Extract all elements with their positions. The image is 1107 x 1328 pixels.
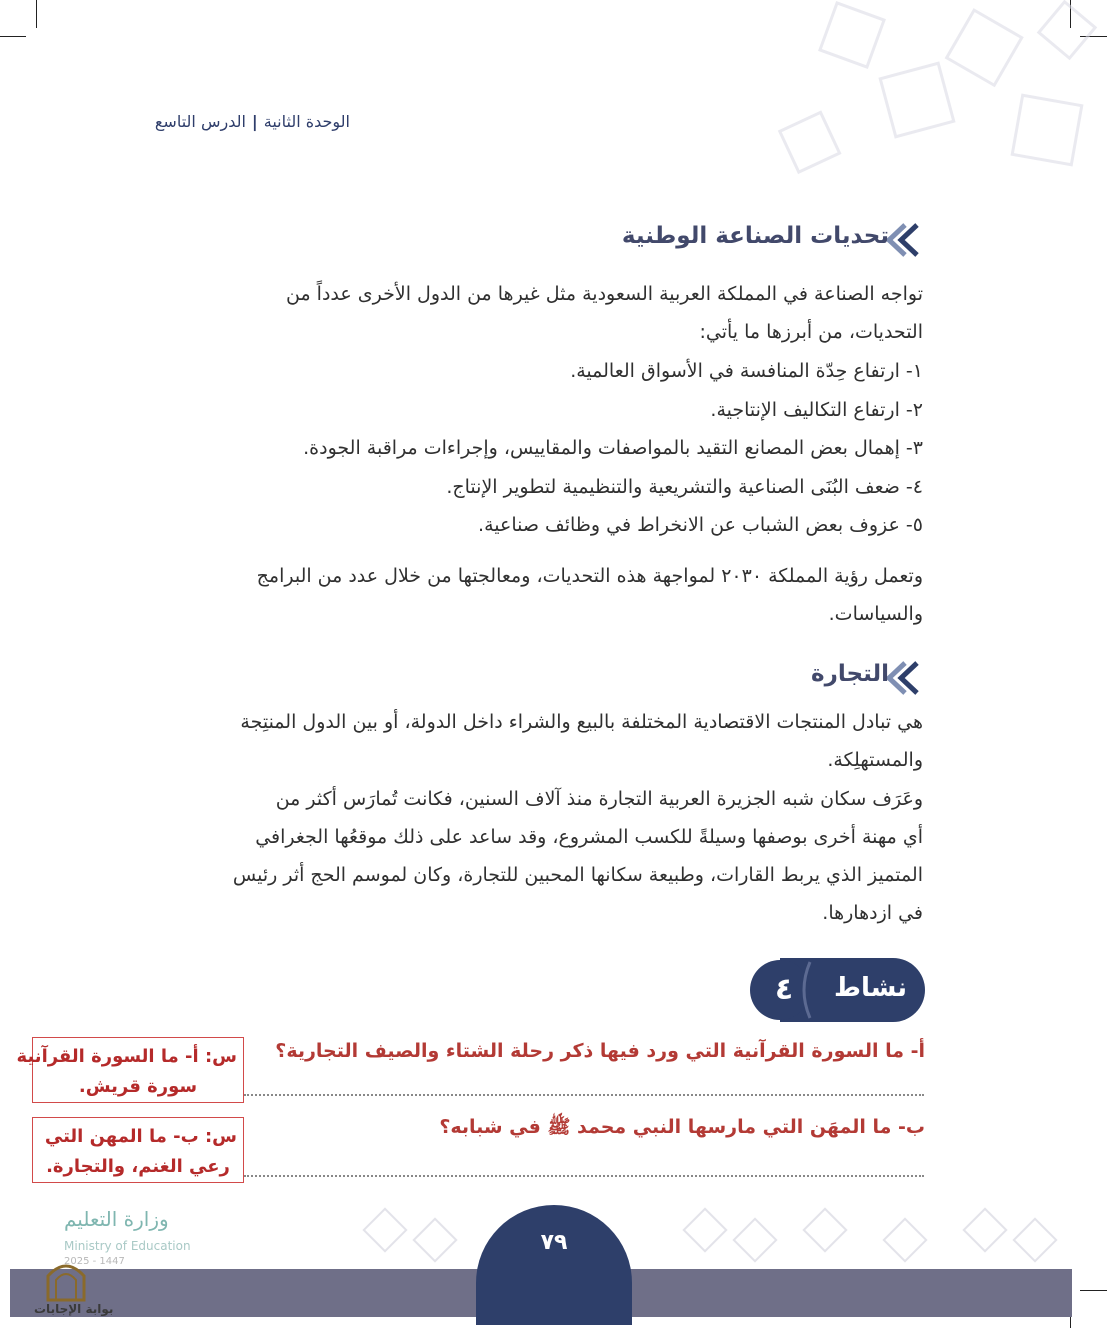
- answer-b-text: رعي الغنم، والتجارة.: [46, 1156, 230, 1177]
- definition-line: هي تبادل المنتجات الاقتصادية المختلفة بالبيع والشراء داخل الدولة، أو بين الدول المنتِجة: [240, 711, 923, 733]
- answer-b-question: س: ب- ما المهن التي: [44, 1126, 237, 1147]
- page-number: ٧٩: [540, 1230, 568, 1255]
- intro-line: تواجه الصناعة في المملكة العربية السعودية مثل غيرها من الدول الأخرى عدداً من: [286, 283, 923, 305]
- list-item: ٣- إهمال بعض المصانع التقيد بالمواصفات والمقاييس، وإجراءات مراقبة الجودة.: [303, 437, 923, 459]
- definition-line: والمستهلِكة.: [827, 749, 923, 771]
- question-b: ب- ما المهَن التي مارسها النبي محمد ﷺ في شبابه؟: [439, 1116, 925, 1138]
- vision-line: والسياسات.: [828, 603, 923, 625]
- history-line: المتميز الذي يربط القارات، وطبيعة سكانها المحبين للتجارة، وكان لموسم الحج أثر رئيس: [232, 864, 923, 886]
- trade-history: [133, 780, 923, 932]
- intro-paragraph: [133, 275, 923, 351]
- ministry-logo-text-en: Ministry of Education: [64, 1239, 191, 1253]
- history-line: وعَرَف سكان شبه الجزيرة العربية التجارة منذ آلاف السنين، فكانت تُمارَس أكثر من: [275, 788, 923, 810]
- vision-paragraph: [133, 557, 923, 633]
- portal-logo-icon: [44, 1258, 88, 1302]
- history-line: في ازدهارها.: [822, 902, 923, 924]
- answer-box-a: [16, 1037, 244, 1103]
- history-line: أي مهنة أخرى بوصفها وسيلةً للكسب المشروع، وقد ساعد على ذلك موقعُها الجغرافي: [255, 826, 923, 848]
- activity-label: نشاط: [834, 973, 907, 1003]
- chevron-icon: [883, 222, 923, 258]
- lesson-label: الدرس التاسع: [154, 112, 246, 131]
- intro-line: التحديات، من أبرزها ما يأتي:: [699, 321, 923, 343]
- list-item: ٤- ضعف البُنَى الصناعية والتشريعية والتنظيمية لتطوير الإنتاج.: [446, 475, 923, 498]
- activity-number: ٤: [774, 972, 794, 1007]
- list-item: ١- ارتفاع حِدّة المنافسة في الأسواق العالمية.: [570, 360, 923, 382]
- answer-line-b: [244, 1175, 924, 1177]
- challenges-list: [133, 352, 923, 545]
- answer-a-text: سورة قريش.: [78, 1076, 198, 1097]
- unit-label: الوحدة الثانية: [263, 112, 350, 131]
- chevron-icon: [883, 660, 923, 696]
- portal-label: بوابة الإجابات: [34, 1302, 114, 1316]
- list-item: ٢- ارتفاع التكاليف الإنتاجية.: [710, 398, 923, 421]
- crop-mark: [1080, 1290, 1107, 1291]
- unit-lesson-header: [155, 112, 350, 131]
- answer-box-b: [32, 1117, 244, 1183]
- ministry-year: 2025 - 1447: [64, 1256, 125, 1267]
- answer-a-question: س: أ- ما السورة القرآنية: [16, 1046, 237, 1067]
- header-separator: |: [251, 112, 258, 131]
- list-item: ٥- عزوف بعض الشباب عن الانخراط في وظائف صناعية.: [478, 514, 923, 536]
- section-title-trade: التجارة: [811, 661, 889, 687]
- ministry-logo-text: وزارة التعليم: [64, 1207, 169, 1231]
- crop-mark: [0, 36, 26, 37]
- section-title-industry-challenges: تحديات الصناعة الوطنية: [621, 223, 889, 249]
- crop-mark: [36, 0, 37, 28]
- trade-definition: [133, 703, 923, 779]
- vision-line: وتعمل رؤية المملكة ٢٠٣٠ لمواجهة هذه التحديات، ومعالجتها من خلال عدد من البرامج: [256, 565, 923, 587]
- footer-pattern: [250, 1195, 1072, 1269]
- question-a: أ- ما السورة القرآنية التي ورد فيها ذكر رحلة الشتاء والصيف التجارية؟: [275, 1040, 925, 1062]
- answer-line-a: [244, 1094, 924, 1096]
- decorative-pattern: [637, 0, 1107, 220]
